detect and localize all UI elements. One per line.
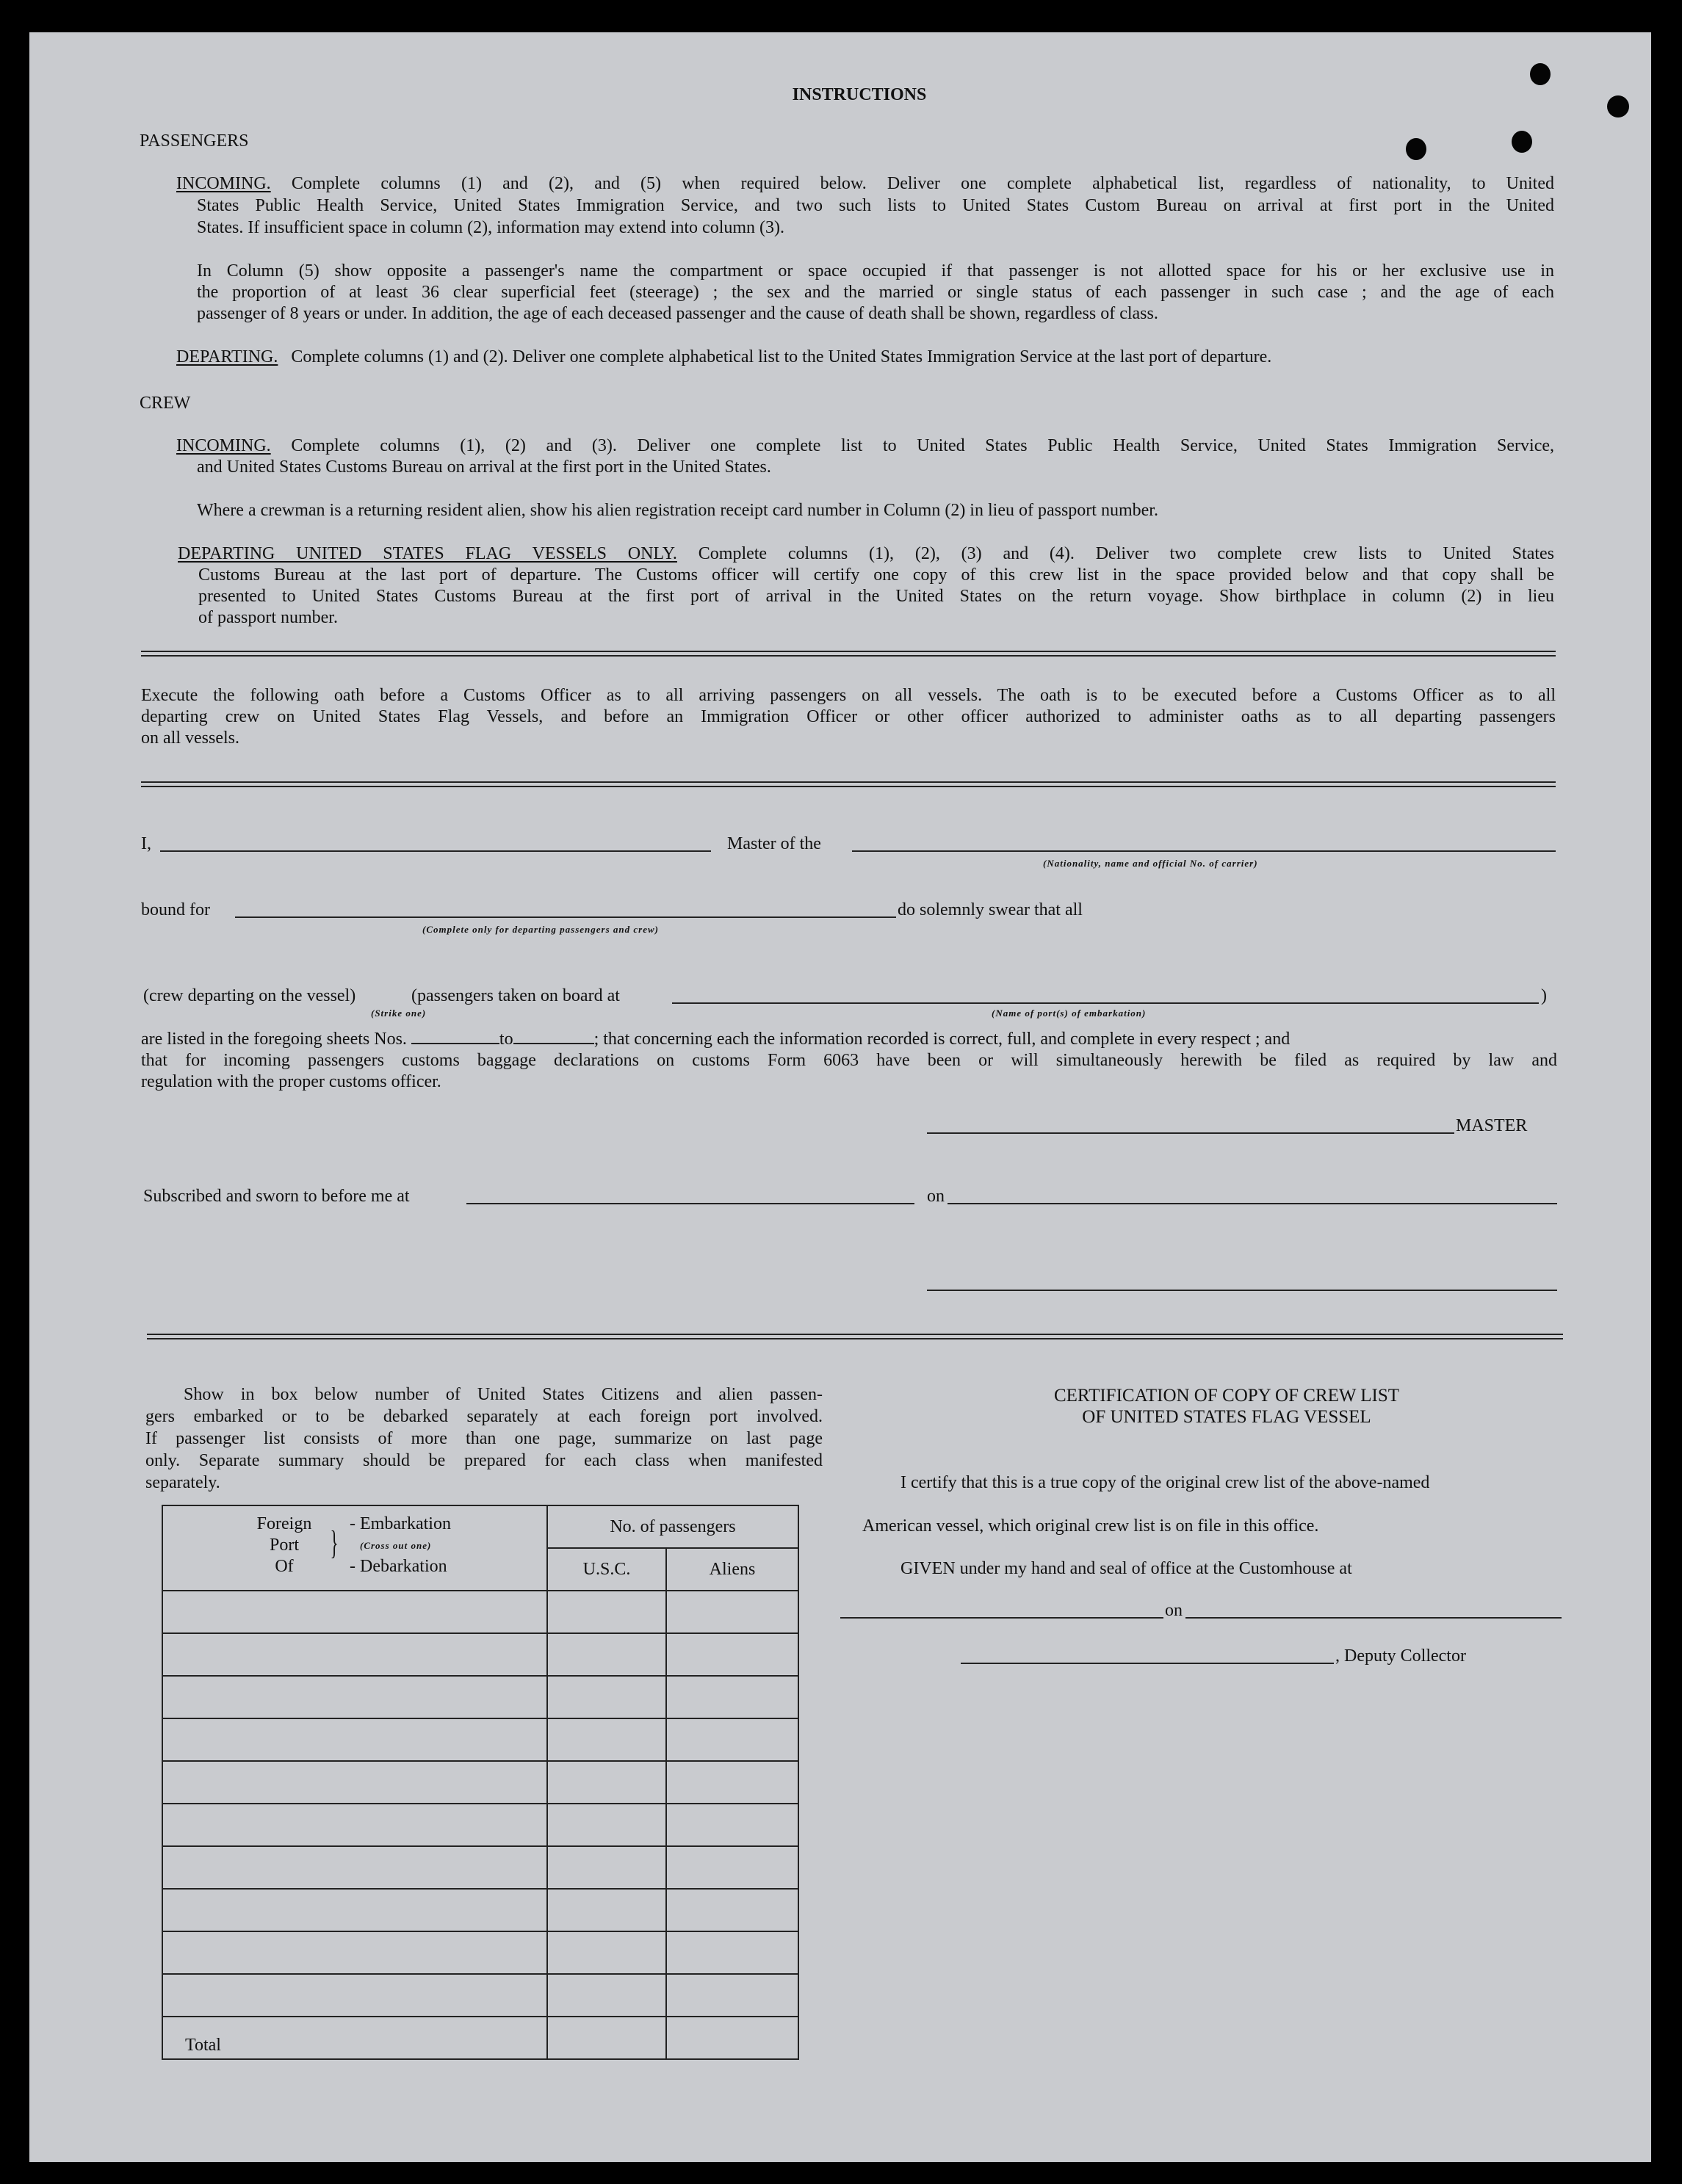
deputy-collector-signature-line[interactable] — [961, 1663, 1334, 1664]
passengers-heading: PASSENGERS — [140, 131, 249, 151]
document-page — [29, 32, 1651, 2162]
crew-departing-line3: presented to United States Customs Bureau at the first port of arrival in the United States on the return voyage. Show birthplace in column (2) in lieu — [198, 587, 1554, 606]
certification-title-line1: CERTIFICATION OF COPY OF CREW LIST — [1053, 1386, 1400, 1406]
oath-intro-line2: departing crew on United States Flag Vessels, and before an Immigration Officer or other officer authorized to administer oaths as to all departing passengers — [141, 707, 1556, 726]
master-of-the-label: Master of the — [727, 834, 821, 853]
passengers-incoming-line2: States Public Health Service, United States Immigration Service, and two such lists to United States Custom Bureau on arrival at first port in the United — [197, 196, 1554, 215]
punch-hole — [1530, 63, 1551, 85]
summary-line: separately. — [145, 1473, 220, 1492]
certification-date-field[interactable] — [1185, 1617, 1562, 1619]
aliens-cell[interactable] — [666, 1804, 798, 1846]
swear-text: do solemnly swear that all — [898, 900, 1083, 919]
passengers-departing-label: DEPARTING. — [176, 347, 278, 366]
port-cell[interactable] — [162, 1889, 547, 1931]
port-cell[interactable] — [162, 1974, 547, 2017]
ports-note: (Name of port(s) of embarkation) — [992, 1008, 1147, 1019]
aliens-cell[interactable] — [666, 1718, 798, 1761]
table-row — [162, 1633, 798, 1676]
passengers-incoming-label: INCOMING. — [176, 174, 271, 193]
listed-line2: that for incoming passengers customs baggage declarations on customs Form 6063 have been or will simultaneously herewith be filed as required by law and — [141, 1051, 1557, 1070]
crew-heading: CREW — [140, 394, 191, 413]
table-row — [162, 1718, 798, 1761]
bound-for-label: bound for — [141, 900, 210, 919]
table-row — [162, 1931, 798, 1974]
foreign-port-header: Foreign Port Of } - Embarkation (Cross out one) - Debarkation — [162, 1505, 547, 1591]
usc-cell[interactable] — [547, 1633, 666, 1676]
sworn-date-field[interactable] — [948, 1203, 1557, 1204]
aliens-header: Aliens — [666, 1548, 798, 1591]
summary-line: Show in box below number of United States Citizens and alien passen- — [184, 1385, 823, 1404]
certification-title-line2: OF UNITED STATES FLAG VESSEL — [1082, 1407, 1371, 1427]
port-cell[interactable] — [162, 1718, 547, 1761]
subscribed-label: Subscribed and sworn to before me at — [143, 1187, 410, 1206]
usc-total-cell[interactable] — [547, 2017, 666, 2059]
aliens-cell[interactable] — [666, 1889, 798, 1931]
table-row — [162, 1591, 798, 1633]
port-cell[interactable] — [162, 1591, 547, 1633]
oath-intro-line1: Execute the following oath before a Customs Officer as to all arriving passengers on all vessels. The oath is to be executed before a Customs Officer as to all — [141, 686, 1556, 705]
carrier-field[interactable] — [852, 850, 1556, 852]
ports-field[interactable] — [672, 1002, 1539, 1004]
aliens-cell[interactable] — [666, 1591, 798, 1633]
sworn-place-field[interactable] — [466, 1203, 914, 1204]
certification-line2: American vessel, which original crew list is on file in this office. — [862, 1516, 1319, 1536]
port-cell[interactable] — [162, 1633, 547, 1676]
aliens-cell[interactable] — [666, 1974, 798, 2017]
column5-line3: passenger of 8 years or under. In addition, the age of each deceased passenger and the cause of death shall be shown, regardless of class. — [197, 304, 1158, 323]
crew-departing-option: (crew departing on the vessel) — [143, 986, 356, 1005]
crew-incoming-line1: INCOMING. Complete columns (1), (2) and (3). Deliver one complete list to United States Public Health Service, United States Immigration Service, — [176, 436, 1554, 455]
master-signature-line[interactable] — [927, 1132, 1454, 1134]
cross-out-note: (Cross out one) — [360, 1540, 432, 1551]
usc-cell[interactable] — [547, 1889, 666, 1931]
usc-cell[interactable] — [547, 1804, 666, 1846]
usc-cell[interactable] — [547, 1718, 666, 1761]
total-row — [162, 2017, 798, 2059]
master-label: MASTER — [1456, 1116, 1528, 1135]
usc-cell[interactable] — [547, 1846, 666, 1889]
debarkation-option: - Debarkation — [350, 1557, 447, 1576]
crew-departing-line4: of passport number. — [198, 608, 338, 627]
embarkation-option: - Embarkation — [350, 1514, 451, 1533]
crew-resident-text: Where a crewman is a returning resident alien, show his alien registration receipt card number in Column (2) in lieu of passport number. — [197, 501, 1158, 520]
section-divider — [141, 651, 1556, 657]
deputy-collector-label: , Deputy Collector — [1335, 1646, 1466, 1666]
instructions-title: INSTRUCTIONS — [792, 85, 927, 104]
no-passengers-header: No. of passengers — [547, 1505, 798, 1548]
passengers-incoming-line1: INCOMING. Complete columns (1) and (2), and (5) when required below. Deliver one complete alphabetical list, regardless of nationality, to United — [176, 174, 1554, 193]
usc-cell[interactable] — [547, 1974, 666, 2017]
port-cell[interactable] — [162, 1931, 547, 1974]
table-row — [162, 1804, 798, 1846]
crew-incoming-line2: and United States Customs Bureau on arrival at the first port in the United States. — [197, 458, 771, 477]
table-row — [162, 1889, 798, 1931]
port-cell[interactable] — [162, 1676, 547, 1718]
listed-line1: are listed in the foregoing sheets Nos. to ; that concerning each the information recorded is correct, full, and complete in every respect ; and — [141, 1030, 1291, 1049]
aliens-cell[interactable] — [666, 1761, 798, 1804]
port-cell[interactable] — [162, 1804, 547, 1846]
usc-cell[interactable] — [547, 1761, 666, 1804]
port-cell[interactable] — [162, 1761, 547, 1804]
close-paren: ) — [1541, 986, 1547, 1005]
sheet-from-field[interactable] — [411, 1030, 499, 1044]
carrier-note: (Nationality, name and official No. of carrier) — [1043, 858, 1258, 869]
master-name-field[interactable] — [160, 850, 711, 852]
column5-line1: In Column (5) show opposite a passenger's name the compartment or space occupied if that passenger is not allotted space for his or her exclusive use in — [197, 261, 1554, 281]
customhouse-field[interactable] — [840, 1617, 1163, 1619]
bound-for-field[interactable] — [235, 916, 896, 918]
column5-line2: the proportion of at least 36 clear superficial feet (steerage) ; the sex and the married or single status of each passenger in such case ; and the age of each — [197, 283, 1554, 302]
certification-on-label: on — [1165, 1601, 1183, 1620]
oath-i-label: I, — [141, 834, 151, 853]
passenger-summary-table — [162, 1505, 799, 2060]
certification-line1: I certify that this is a true copy of the original crew list of the above-named — [900, 1473, 1430, 1492]
usc-cell[interactable] — [547, 1676, 666, 1718]
aliens-cell[interactable] — [666, 1846, 798, 1889]
crew-incoming-label: INCOMING. — [176, 436, 271, 455]
table-row — [162, 1846, 798, 1889]
crew-departing-label: DEPARTING UNITED STATES FLAG VESSELS ONLY. — [178, 544, 677, 563]
passengers-departing: DEPARTING. Complete columns (1) and (2). Deliver one complete alphabetical list to the United States Immigration Service at the last port of departure. — [176, 347, 1272, 366]
table-row — [162, 1761, 798, 1804]
summary-line: only. Separate summary should be prepared for each class when manifested — [145, 1451, 823, 1470]
certification-line3: GIVEN under my hand and seal of office at the Customhouse at — [900, 1559, 1352, 1578]
usc-cell[interactable] — [547, 1931, 666, 1974]
port-cell[interactable] — [162, 1846, 547, 1889]
passengers-incoming-line3: States. If insufficient space in column (2), information may extend into column (3). — [197, 218, 785, 237]
sheet-to-field[interactable] — [513, 1030, 594, 1044]
usc-cell[interactable] — [547, 1591, 666, 1633]
table-row — [162, 1974, 798, 2017]
summary-instructions — [145, 1384, 823, 1494]
complete-only-note: (Complete only for departing passengers and crew) — [422, 924, 659, 935]
aliens-total-cell[interactable] — [666, 2017, 798, 2059]
aliens-cell[interactable] — [666, 1676, 798, 1718]
summary-line: If passenger list consists of more than one page, summarize on last page — [145, 1429, 823, 1448]
listed-line3: regulation with the proper customs officer. — [141, 1072, 441, 1091]
crew-departing-line2: Customs Bureau at the last port of departure. The Customs officer will certify one copy of this crew list in the space provided below and that copy shall be — [198, 565, 1554, 585]
crew-departing-line1: DEPARTING UNITED STATES FLAG VESSELS ONLY. Complete columns (1), (2), (3) and (4). Deliver two complete crew lists to United States — [178, 544, 1554, 563]
officer-signature-line[interactable] — [927, 1290, 1557, 1291]
summary-line: gers embarked or to be debarked separately at each foreign port involved. — [145, 1407, 823, 1426]
aliens-cell[interactable] — [666, 1931, 798, 1974]
punch-hole — [1406, 138, 1426, 160]
section-divider — [141, 781, 1556, 787]
passengers-taken-option: (passengers taken on board at — [411, 986, 620, 1005]
section-divider — [147, 1334, 1563, 1339]
strike-one-note: (Strike one) — [371, 1008, 427, 1019]
sworn-on-label: on — [927, 1187, 945, 1206]
brace-icon: } — [330, 1524, 339, 1561]
aliens-cell[interactable] — [666, 1633, 798, 1676]
usc-header: U.S.C. — [547, 1548, 666, 1591]
table-row — [162, 1676, 798, 1718]
total-label: Total — [162, 2017, 547, 2059]
oath-intro-line3: on all vessels. — [141, 728, 239, 748]
punch-hole — [1512, 131, 1532, 153]
